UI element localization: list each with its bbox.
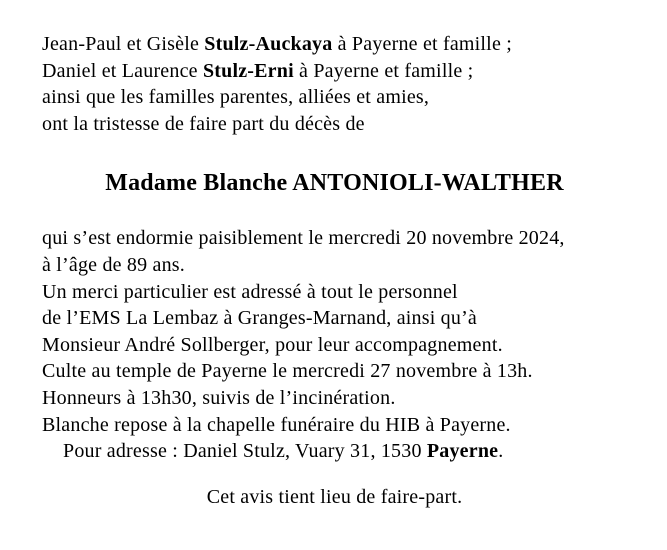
body-line-death-date: qui s’est endormie paisiblement le mercredi 20 novembre 2024, xyxy=(42,227,565,250)
notice-body-block xyxy=(42,225,627,464)
address-city-bold: Payerne xyxy=(426,440,499,463)
body-line-age: à l’âge de 89 ans. xyxy=(42,253,185,276)
body-line-thanks-1: Un merci particulier est adressé à tout le personnel xyxy=(42,280,458,303)
intro-line-1-pre: Jean-Paul et Gisèle xyxy=(42,33,205,55)
intro-line-4-text: ont la tristesse de faire part du décès de xyxy=(42,112,365,135)
intro-line-2 xyxy=(42,58,627,85)
intro-line-2-pre: Daniel et Laurence xyxy=(42,59,203,82)
body-line-thanks-2: de l’EMS La Lembaz à Granges-Marnand, ainsi qu’à xyxy=(42,307,478,330)
intro-line-4 xyxy=(42,111,627,138)
family-name-stulz-erni: Stulz-Erni xyxy=(202,59,294,82)
family-name-stulz-auckaya: Stulz-Auckaya xyxy=(204,33,333,55)
body-line-chapel: Blanche repose à la chapelle funéraire du HIB à Payerne. xyxy=(42,413,511,436)
intro-line-1-post: à Payerne et famille ; xyxy=(332,33,512,55)
footer-note: Cet avis tient lieu de faire-part. xyxy=(206,485,463,508)
body-line-thanks-3: Monsieur André Sollberger, pour leur accompagnement. xyxy=(42,333,503,356)
intro-line-3-text: ainsi que les familles parentes, alliées et amies, xyxy=(42,86,430,109)
address-line-pre: Pour adresse : Daniel Stulz, Vuary 31, 1530 xyxy=(63,440,427,463)
address-line xyxy=(42,438,627,465)
body-line-service: Culte au temple de Payerne le mercredi 27 novembre à 13h. xyxy=(42,360,533,383)
intro-line-3 xyxy=(42,84,627,111)
intro-line-1 xyxy=(42,31,627,58)
body-line-honors: Honneurs à 13h30, suivis de l’incinération. xyxy=(42,386,396,409)
intro-line-2-post: à Payerne et famille ; xyxy=(293,59,474,82)
address-line-post: . xyxy=(498,440,504,463)
family-intro-block xyxy=(42,31,627,137)
deceased-name-title: Madame Blanche ANTONIOLI-WALTHER xyxy=(105,170,564,197)
